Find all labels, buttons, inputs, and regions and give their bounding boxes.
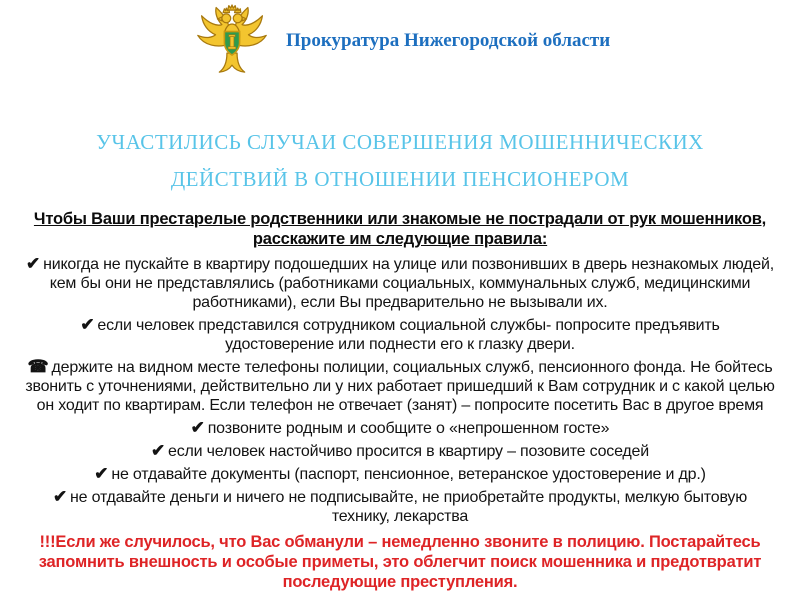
rule-item [24,315,776,354]
rule-text: если человек настойчиво просится в квартиру – позовите соседей [168,443,649,460]
rule-item [24,357,776,415]
header [194,4,610,82]
check-icon: ✔ [190,418,205,437]
title-line-1: УЧАСТИЛИСЬ СЛУЧАИ СОВЕРШЕНИЯ МОШЕННИЧЕСКИХ [96,130,704,154]
check-icon: ✔ [26,254,41,273]
check-icon: ✔ [94,464,109,483]
title-line-2: ДЕЙСТВИЙ В ОТНОШЕНИИ ПЕНСИОНЕРОМ [170,167,630,191]
subtitle: Чтобы Ваши престарелые родственники или знакомые не пострадали от рук мошенников, расскажите им следующие правила: [33,210,767,248]
page-title [0,124,800,198]
rule-item [24,441,776,461]
rule-item [24,254,776,312]
body [24,209,776,592]
check-icon: ✔ [52,487,68,506]
org-name: Прокуратура Нижегородской области [286,30,611,51]
rule-text: если человек представился сотрудником социальной службы- попросите предъявить удостоверение или поднести его к глазку двери. [97,317,720,353]
rule-item [24,464,776,484]
rule-text: держите на видном месте телефоны полиции, социальных служб, пенсионного фонда. Не бойтесь звонить с уточнениями, действительно ли у них работает пришедший к Вам сотрудник и с какой целью он ходит по квартирам. Если телефон не отвечает (занят) – попросите посетить Вас в другое время [25,359,775,414]
check-icon: ✔ [80,315,95,334]
rule-text: никогда не пускайте в квартиру подошедших на улице или позвонивших в дверь незнакомых людей, кем бы они не представлялись (работниками социальных, коммунальных служб, медицинскими работниками), если Вы предварительно не вызывали их. [43,256,774,311]
rule-text: не отдавайте деньги и ничего не подписывайте, не приобретайте продукты, мелкую бытовую технику, лекарства [70,489,748,525]
rule-item [24,418,776,438]
rule-text: не отдавайте документы (паспорт, пенсионное, ветеранское удостоверение и др.) [111,466,706,483]
prosecutor-double-headed-eagle-emblem-icon [194,4,270,82]
rules-list [24,254,776,526]
rule-item [24,487,776,526]
phone-icon: ☎ [27,357,49,376]
rule-text: позвоните родным и сообщите о «непрошенном госте» [207,420,610,437]
check-icon: ✔ [150,441,166,460]
warning-text: !!!Если же случилось, что Вас обманули – немедленно звоните в полицию. Постарайтесь запомнить внешность и особые приметы, это облегчит поиск мошенника и предотвратит последующие преступления. [38,533,762,591]
